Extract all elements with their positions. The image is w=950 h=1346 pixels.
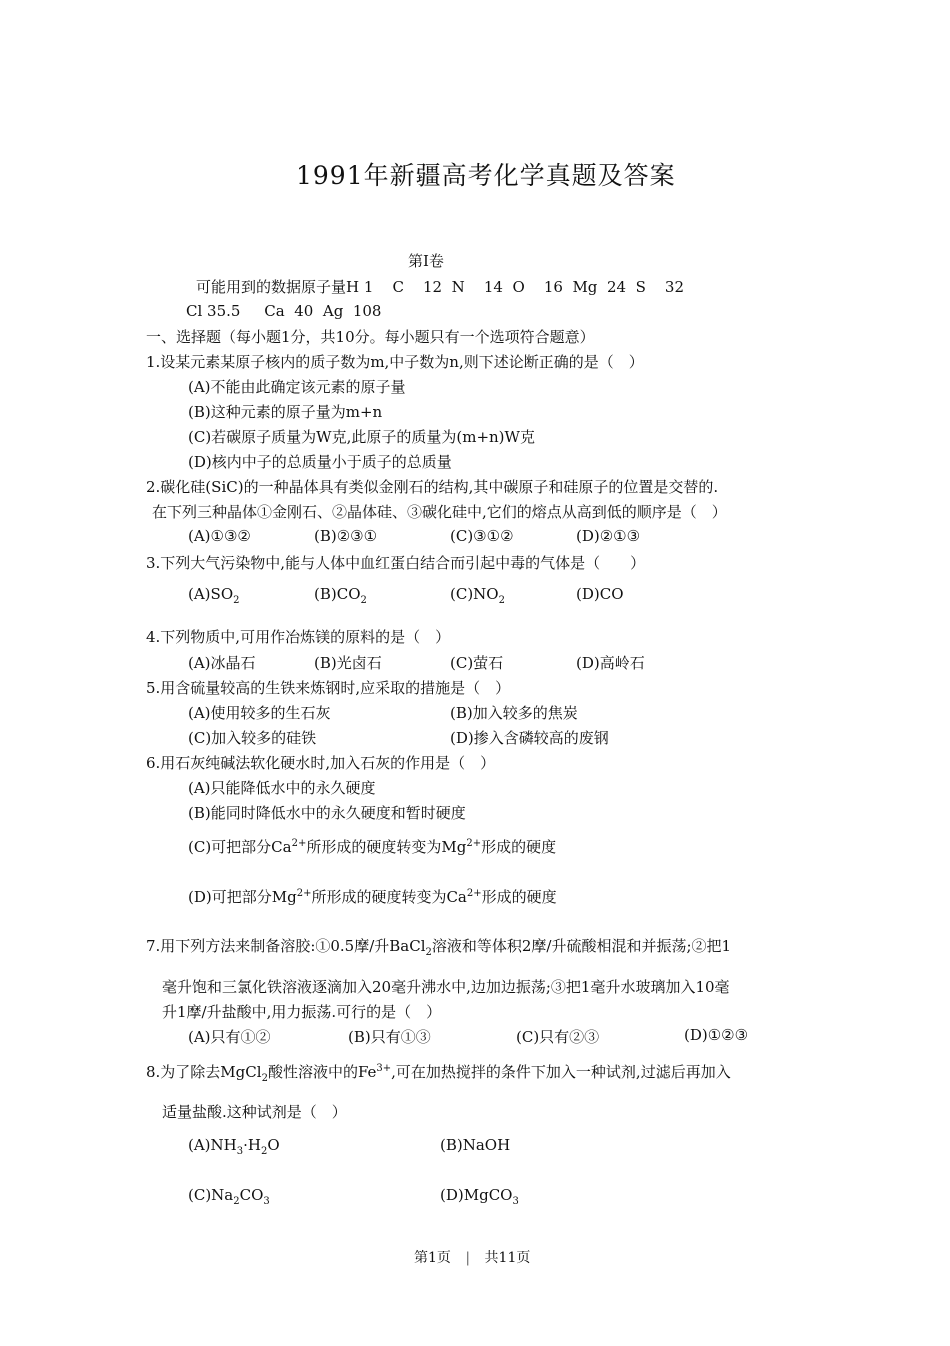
question-3-option-a: $(A)SO_2$: [188, 585, 240, 606]
question-7-option-d: (D)①②③: [684, 1026, 749, 1044]
footer-separator: |: [465, 1250, 471, 1266]
question-6-option-b: (B)能同时降低水中的永久硬度和暂时硬度: [188, 804, 466, 822]
question-6-option-a: (A)只能降低水中的永久硬度: [188, 779, 376, 797]
question-7-stem-line-3: 升1摩/升盐酸中,用力振荡.可行的是（ ）: [162, 1003, 442, 1021]
question-1-stem: 1.设某元素某原子核内的质子数为m,中子数为n,则下述论断正确的是（ ）: [146, 353, 644, 371]
question-2-option-a: (A)①③②: [188, 527, 251, 545]
question-3-option-c: $(C)NO_2$: [450, 585, 505, 606]
question-2-stem-line-1: 2.碳化硅(SiC)的一种晶体具有类似金刚石的结构,其中碳原子和硅原子的位置是交替的.: [146, 478, 719, 496]
question-1-option-b: (B)这种元素的原子量为m+n: [188, 403, 383, 421]
page-number: 第1页: [414, 1250, 451, 1266]
question-7-option-c: (C)只有②③: [516, 1028, 600, 1046]
section-heading: 第Ⅰ卷: [408, 252, 444, 270]
question-4-option-b: (B)光卤石: [314, 654, 382, 672]
question-5-stem: 5.用含硫量较高的生铁来炼钢时,应采取的措施是（ ）: [146, 679, 511, 697]
question-1-option-a: (A)不能由此确定该元素的原子量: [188, 378, 406, 396]
question-7-option-b: (B)只有①③: [348, 1028, 431, 1046]
page-footer: [414, 1247, 530, 1267]
question-3-option-d: (D)CO: [576, 585, 624, 603]
question-2-option-b: (B)②③①: [314, 527, 378, 545]
question-5-option-c: (C)加入较多的硅铁: [188, 729, 317, 747]
question-8-option-c: $(C)Na_2CO_3$: [188, 1186, 270, 1207]
question-4-stem: 4.下列物质中,可用作冶炼镁的原料的是（ ）: [146, 628, 451, 646]
question-8-option-a: $(A)NH_3\cdot H_2O$: [188, 1136, 280, 1157]
part-heading: 一、选择题（每小题1分，共10分。每小题只有一个选项符合题意）: [146, 328, 595, 346]
question-2-option-c: (C)③①②: [450, 527, 514, 545]
question-4-option-c: (C)萤石: [450, 654, 504, 672]
document-title: 1991年新疆高考化学真题及答案: [296, 161, 676, 190]
question-3-stem: 3.下列大气污染物中,能与人体中血红蛋白结合而引起中毒的气体是（ ）: [146, 554, 646, 572]
question-1-option-d: (D)核内中子的总质量小于质子的总质量: [188, 453, 452, 471]
atomic-mass-line-2: Cl 35.5 Ca 40 Ag 108: [186, 302, 382, 320]
question-6-stem: 6.用石灰纯碱法软化硬水时,加入石灰的作用是（ ）: [146, 754, 496, 772]
question-2-option-d: (D)②①③: [576, 527, 641, 545]
question-2-stem-line-2: 在下列三种晶体①金刚石、②晶体硅、③碳化硅中,它们的熔点从高到低的顺序是（ ）: [152, 503, 727, 521]
question-7-stem-line-1: 7.用下列方法来制备溶胶:①0.5摩/升BaCl$_2$溶液和等体积2摩/升硫酸相混和并振荡;②把1: [146, 937, 732, 958]
question-8-stem-line-2: 适量盐酸.这种试剂是（ ）: [162, 1103, 347, 1121]
total-pages: 共11页: [484, 1250, 531, 1266]
question-6-option-d: (D)可把部分$Mg^{2+}$所形成的硬度转变为$Ca^{2+}$形成的硬度: [188, 888, 557, 906]
question-8-option-b: (B)NaOH: [440, 1136, 511, 1154]
question-5-option-b: (B)加入较多的焦炭: [450, 704, 578, 722]
question-4-option-a: (A)冰晶石: [188, 654, 256, 672]
question-1-option-c: (C)若碳原子质量为W克,此原子的质量为(m+n)W克: [188, 428, 535, 446]
question-5-option-a: (A)使用较多的生石灰: [188, 704, 331, 722]
question-7-stem-line-2: 毫升饱和三氯化铁溶液逐滴加入20毫升沸水中,边加边振荡;③把1毫升水玻璃加入10毫: [162, 978, 730, 996]
question-5-option-d: (D)掺入含磷较高的废钢: [450, 729, 609, 747]
question-7-option-a: (A)只有①②: [188, 1028, 271, 1046]
question-3-option-b: $(B)CO_2$: [314, 585, 367, 606]
question-4-option-d: (D)高岭石: [576, 654, 645, 672]
question-6-option-c: (C)可把部分$Ca^{2+}$所形成的硬度转变为$Mg^{2+}$形成的硬度: [188, 838, 557, 856]
question-8-option-d: (D)MgCO$_3$: [440, 1186, 519, 1207]
question-8-stem-line-1: 8.为了除去MgCl$_2$酸性溶液中的$Fe^{3+}$,可在加热搅拌的条件下加入一种试剂,过滤后再加入: [146, 1063, 731, 1084]
atomic-mass-line-1: 可能用到的数据原子量H 1 C 12 N 14 O 16 Mg 24 S 32: [196, 278, 685, 296]
